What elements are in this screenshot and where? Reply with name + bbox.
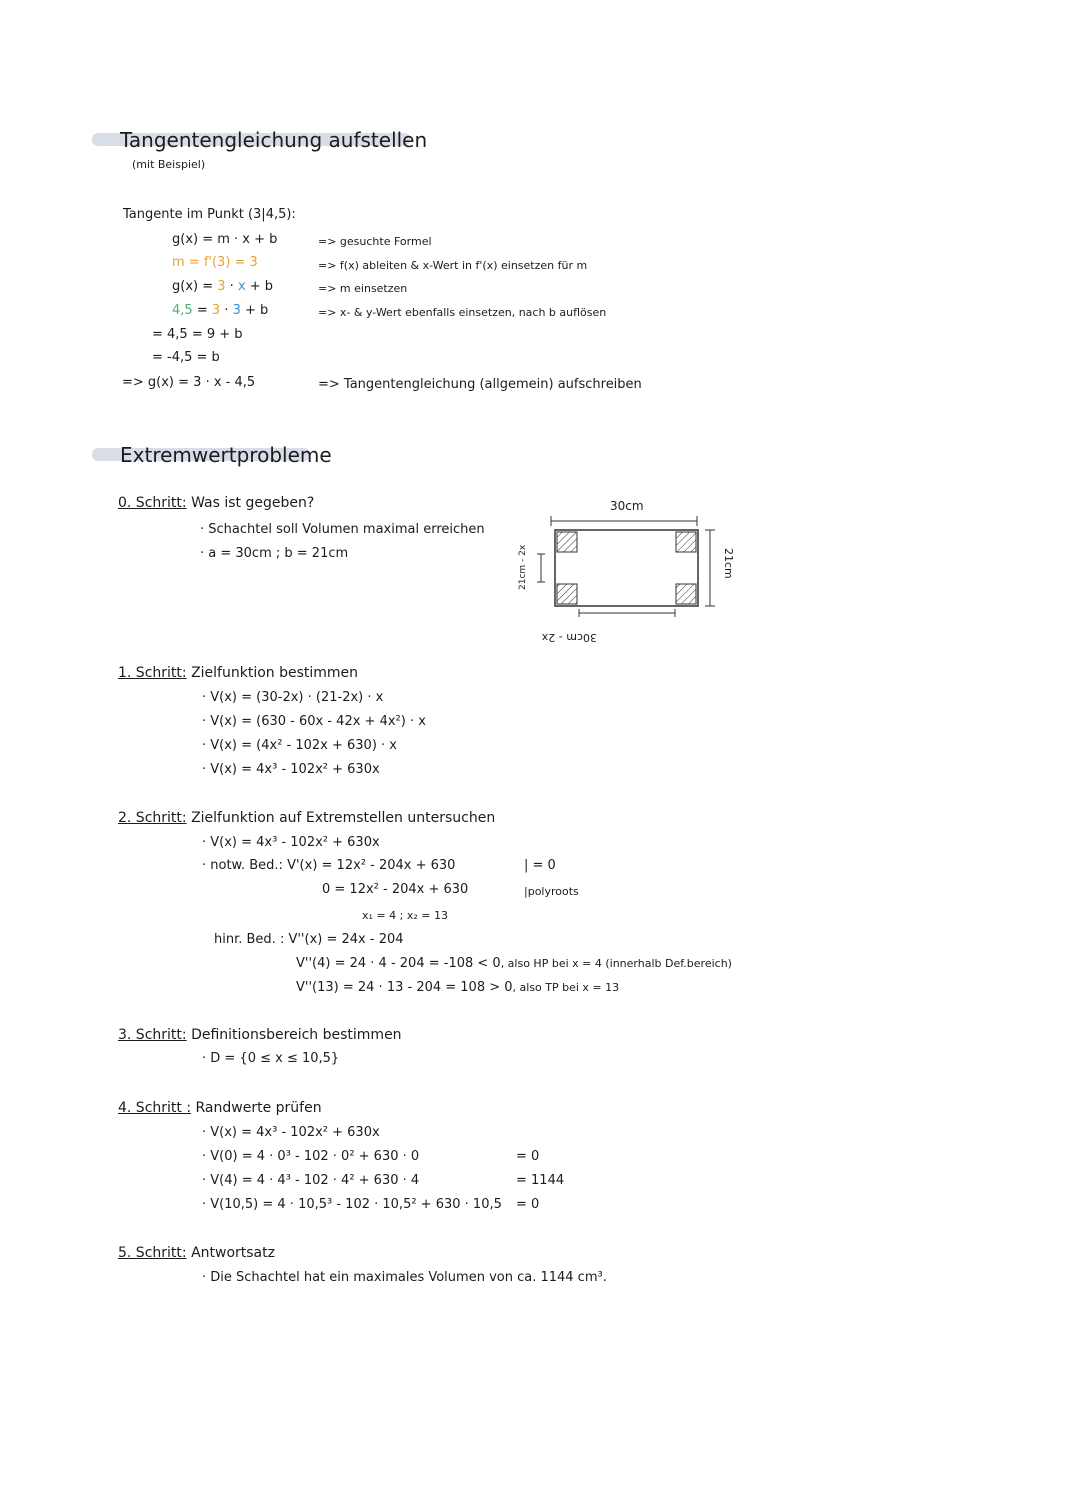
tangent-note-2: => f(x) ableiten & x-Wert in f'(x) einsetzen für m	[318, 259, 588, 272]
step0-item-2: · a = 30cm ; b = 21cm	[200, 546, 349, 561]
step4-label: 4. Schritt :	[118, 1100, 192, 1116]
dim-left: 21cm - 2x	[518, 544, 528, 590]
step0-label: 0. Schritt:	[118, 495, 187, 511]
step3-label: 3. Schritt:	[118, 1027, 187, 1043]
step2-header	[118, 810, 495, 826]
step4-heading: Randwerte prüfen	[195, 1100, 322, 1116]
tangent-subtitle: (mit Beispiel)	[132, 158, 206, 171]
step4-result-3: = 0	[516, 1197, 540, 1212]
step3-heading: Definitionsbereich bestimmen	[191, 1027, 402, 1043]
step2-notw-side2: |polyroots	[524, 885, 579, 898]
step1-heading: Zielfunktion bestimmen	[191, 665, 359, 681]
step2-heading: Zielfunktion auf Extremstellen untersuchen	[191, 810, 496, 826]
step5-label: 5. Schritt:	[118, 1245, 187, 1261]
tangent-line-1: g(x) = m · x + b	[172, 232, 278, 247]
step2-roots: x₁ = 4 ; x₂ = 13	[362, 909, 448, 922]
tangent-note-3: => m einsetzen	[318, 282, 408, 295]
step2-notw-eq2: 0 = 12x² - 204x + 630	[322, 882, 469, 897]
corner-tr	[676, 532, 696, 552]
step5-header	[118, 1245, 275, 1261]
step2-check-1: V''(4) = 24 · 4 - 204 = -108 < 0, also HP bei x = 4 (innerhalb Def.bereich)	[296, 956, 732, 971]
dim-right: 21cm	[722, 548, 735, 579]
step5-heading: Antwortsatz	[191, 1245, 275, 1261]
step2-hinr: hinr. Bed. : V''(x) = 24x - 204	[214, 932, 404, 947]
tangent-line-3: g(x) = 3 · x + b	[172, 279, 274, 294]
step0-item-1: · Schachtel soll Volumen maximal erreichen	[200, 522, 485, 537]
hinr-label: hinr. Bed. :	[214, 932, 285, 947]
corner-br	[676, 584, 696, 604]
step1-item-4: · V(x) = 4x³ - 102x² + 630x	[202, 762, 380, 777]
tangent-title: Tangentengleichung aufstellen	[120, 128, 428, 152]
step4-item-2: · V(0) = 4 · 0³ - 102 · 0² + 630 · 0	[202, 1149, 420, 1164]
box-diagram	[505, 490, 745, 650]
tangent-note-4: => x- & y-Wert ebenfalls einsetzen, nach b auflösen	[318, 306, 607, 319]
step3-item: · D = {0 ≤ x ≤ 10,5}	[202, 1051, 340, 1066]
step1-item-2: · V(x) = (630 - 60x - 42x + 4x²) · x	[202, 714, 426, 729]
tangent-line-2: m = f'(3) = 3	[172, 255, 258, 270]
step2-item-1: · V(x) = 4x³ - 102x² + 630x	[202, 835, 380, 850]
dim-bottom: 30cm - 2x	[541, 631, 597, 644]
tangent-note-1: => gesuchte Formel	[318, 235, 432, 248]
extrem-title: Extremwertprobleme	[120, 443, 332, 467]
dim-top: 30cm	[610, 499, 644, 513]
step2-label: 2. Schritt:	[118, 810, 187, 826]
step1-header	[118, 665, 358, 681]
corner-tl	[557, 532, 577, 552]
step3-header	[118, 1027, 402, 1043]
step0-heading: Was ist gegeben?	[191, 495, 315, 511]
step4-header	[118, 1100, 322, 1116]
step4-result-2: = 1144	[516, 1173, 565, 1188]
step1-item-3: · V(x) = (4x² - 102x + 630) · x	[202, 738, 397, 753]
step4-item-4: · V(10,5) = 4 · 10,5³ - 102 · 10,5² + 630 · 10,5	[202, 1197, 502, 1212]
step2-check-2: V''(13) = 24 · 13 - 204 = 108 > 0, also TP bei x = 13	[296, 980, 620, 995]
tangent-line-5: = 4,5 = 9 + b	[152, 327, 243, 342]
step2-notw: · notw. Bed.: V'(x) = 12x² - 204x + 630	[202, 858, 456, 873]
corner-bl	[557, 584, 577, 604]
tangent-intro: Tangente im Punkt (3|4,5):	[123, 207, 296, 222]
tangent-note-5: => Tangentengleichung (allgemein) aufschreiben	[318, 377, 642, 392]
step4-result-1: = 0	[516, 1149, 540, 1164]
step2-notw-side1: | = 0	[524, 858, 556, 873]
step1-label: 1. Schritt:	[118, 665, 187, 681]
step4-item-3: · V(4) = 4 · 4³ - 102 · 4² + 630 · 4	[202, 1173, 420, 1188]
step5-item: · Die Schachtel hat ein maximales Volumen von ca. 1144 cm³.	[202, 1270, 607, 1285]
step0-header	[118, 495, 314, 511]
tangent-line-7: => g(x) = 3 · x - 4,5	[122, 375, 256, 390]
step1-item-1: · V(x) = (30-2x) · (21-2x) · x	[202, 690, 384, 705]
tangent-line-4: 4,5 = 3 · 3 + b	[172, 303, 269, 318]
tangent-line-6: = -4,5 = b	[152, 350, 220, 365]
notw-label: notw. Bed.:	[210, 858, 283, 873]
step4-item-1: · V(x) = 4x³ - 102x² + 630x	[202, 1125, 380, 1140]
